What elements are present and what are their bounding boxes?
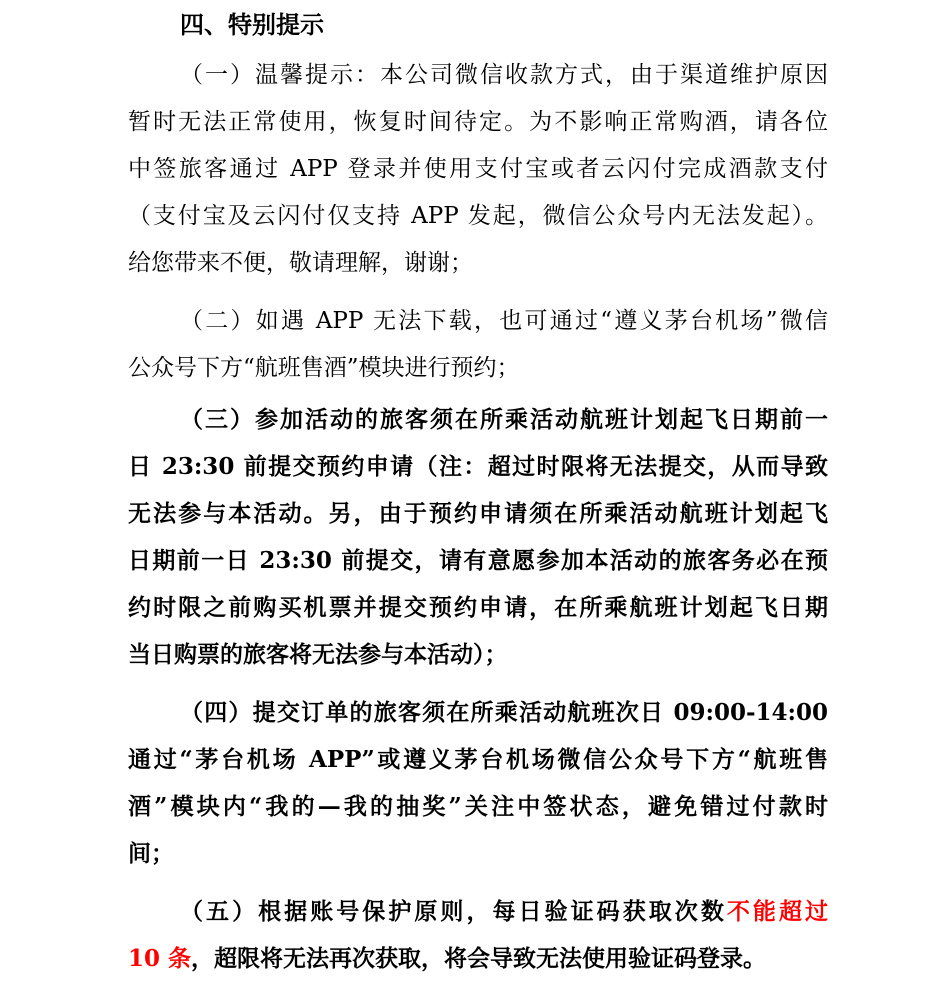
- item-3-line-6: 当日购票的旅客将无法参与本活动）；: [128, 641, 508, 668]
- limit-highlight: 不能超过: [726, 898, 829, 925]
- item-5-line-2: [128, 944, 828, 974]
- item-3-line-3: 无法参与本活动。另，由于预约申请须在所乘活动航班计划起飞: [128, 500, 828, 527]
- item-3-line-2: 日 23:30 前提交预约申请（注：超过时限将无法提交，从而导致: [128, 453, 828, 480]
- item-2-line-1: （二）如遇 APP 无法下载，也可通过“遵义茅台机场”微信: [180, 308, 828, 334]
- item-3-line-5: 约时限之前购买机票并提交预约申请，在所乘航班计划起飞日期: [128, 594, 828, 621]
- item-3-line-1: （三）参加活动的旅客须在所乘活动航班计划起飞日期前一: [180, 406, 828, 433]
- section-heading: 四、特别提示: [180, 11, 324, 39]
- item-1-line-5: 给您带来不便，敬请理解，谢谢；: [128, 250, 473, 276]
- item-5-line-1-text: （五）根据账号保护原则，每日验证码获取次数: [180, 898, 727, 925]
- item-1-line-1: （一）温馨提示：本公司微信收款方式，由于渠道维护原因: [180, 62, 828, 88]
- item-4-line-2: 通过“茅台机场 APP”或遵义茅台机场微信公众号下方“航班售: [128, 746, 828, 773]
- item-2-line-2: 公众号下方“航班售酒”模块进行预约；: [128, 355, 520, 381]
- item-4-line-3: 酒”模块内“我的—我的抽奖”关注中签状态，避免错过付款时: [128, 793, 828, 820]
- item-4-line-4: 间；: [128, 840, 174, 867]
- item-1-line-3: 中签旅客通过 APP 登录并使用支付宝或者云闪付完成酒款支付: [128, 156, 828, 182]
- limit-count-highlight: 10 条: [128, 945, 192, 972]
- item-1-line-2: 暂时无法正常使用，恢复时间待定。为不影响正常购酒，请各位: [128, 109, 828, 135]
- item-3-line-4: 日期前一日 23:30 前提交，请有意愿参加本活动的旅客务必在预: [128, 547, 828, 574]
- item-5-line-2-text: ，超限将无法再次获取，将会导致无法使用验证码登录。: [191, 945, 767, 972]
- item-4-line-1: （四）提交订单的旅客须在所乘活动航班次日 09:00-14:00: [180, 699, 828, 726]
- item-5-line-1: [180, 897, 828, 927]
- item-1-line-4: （支付宝及云闪付仅支持 APP 发起，微信公众号内无法发起）。: [128, 203, 828, 229]
